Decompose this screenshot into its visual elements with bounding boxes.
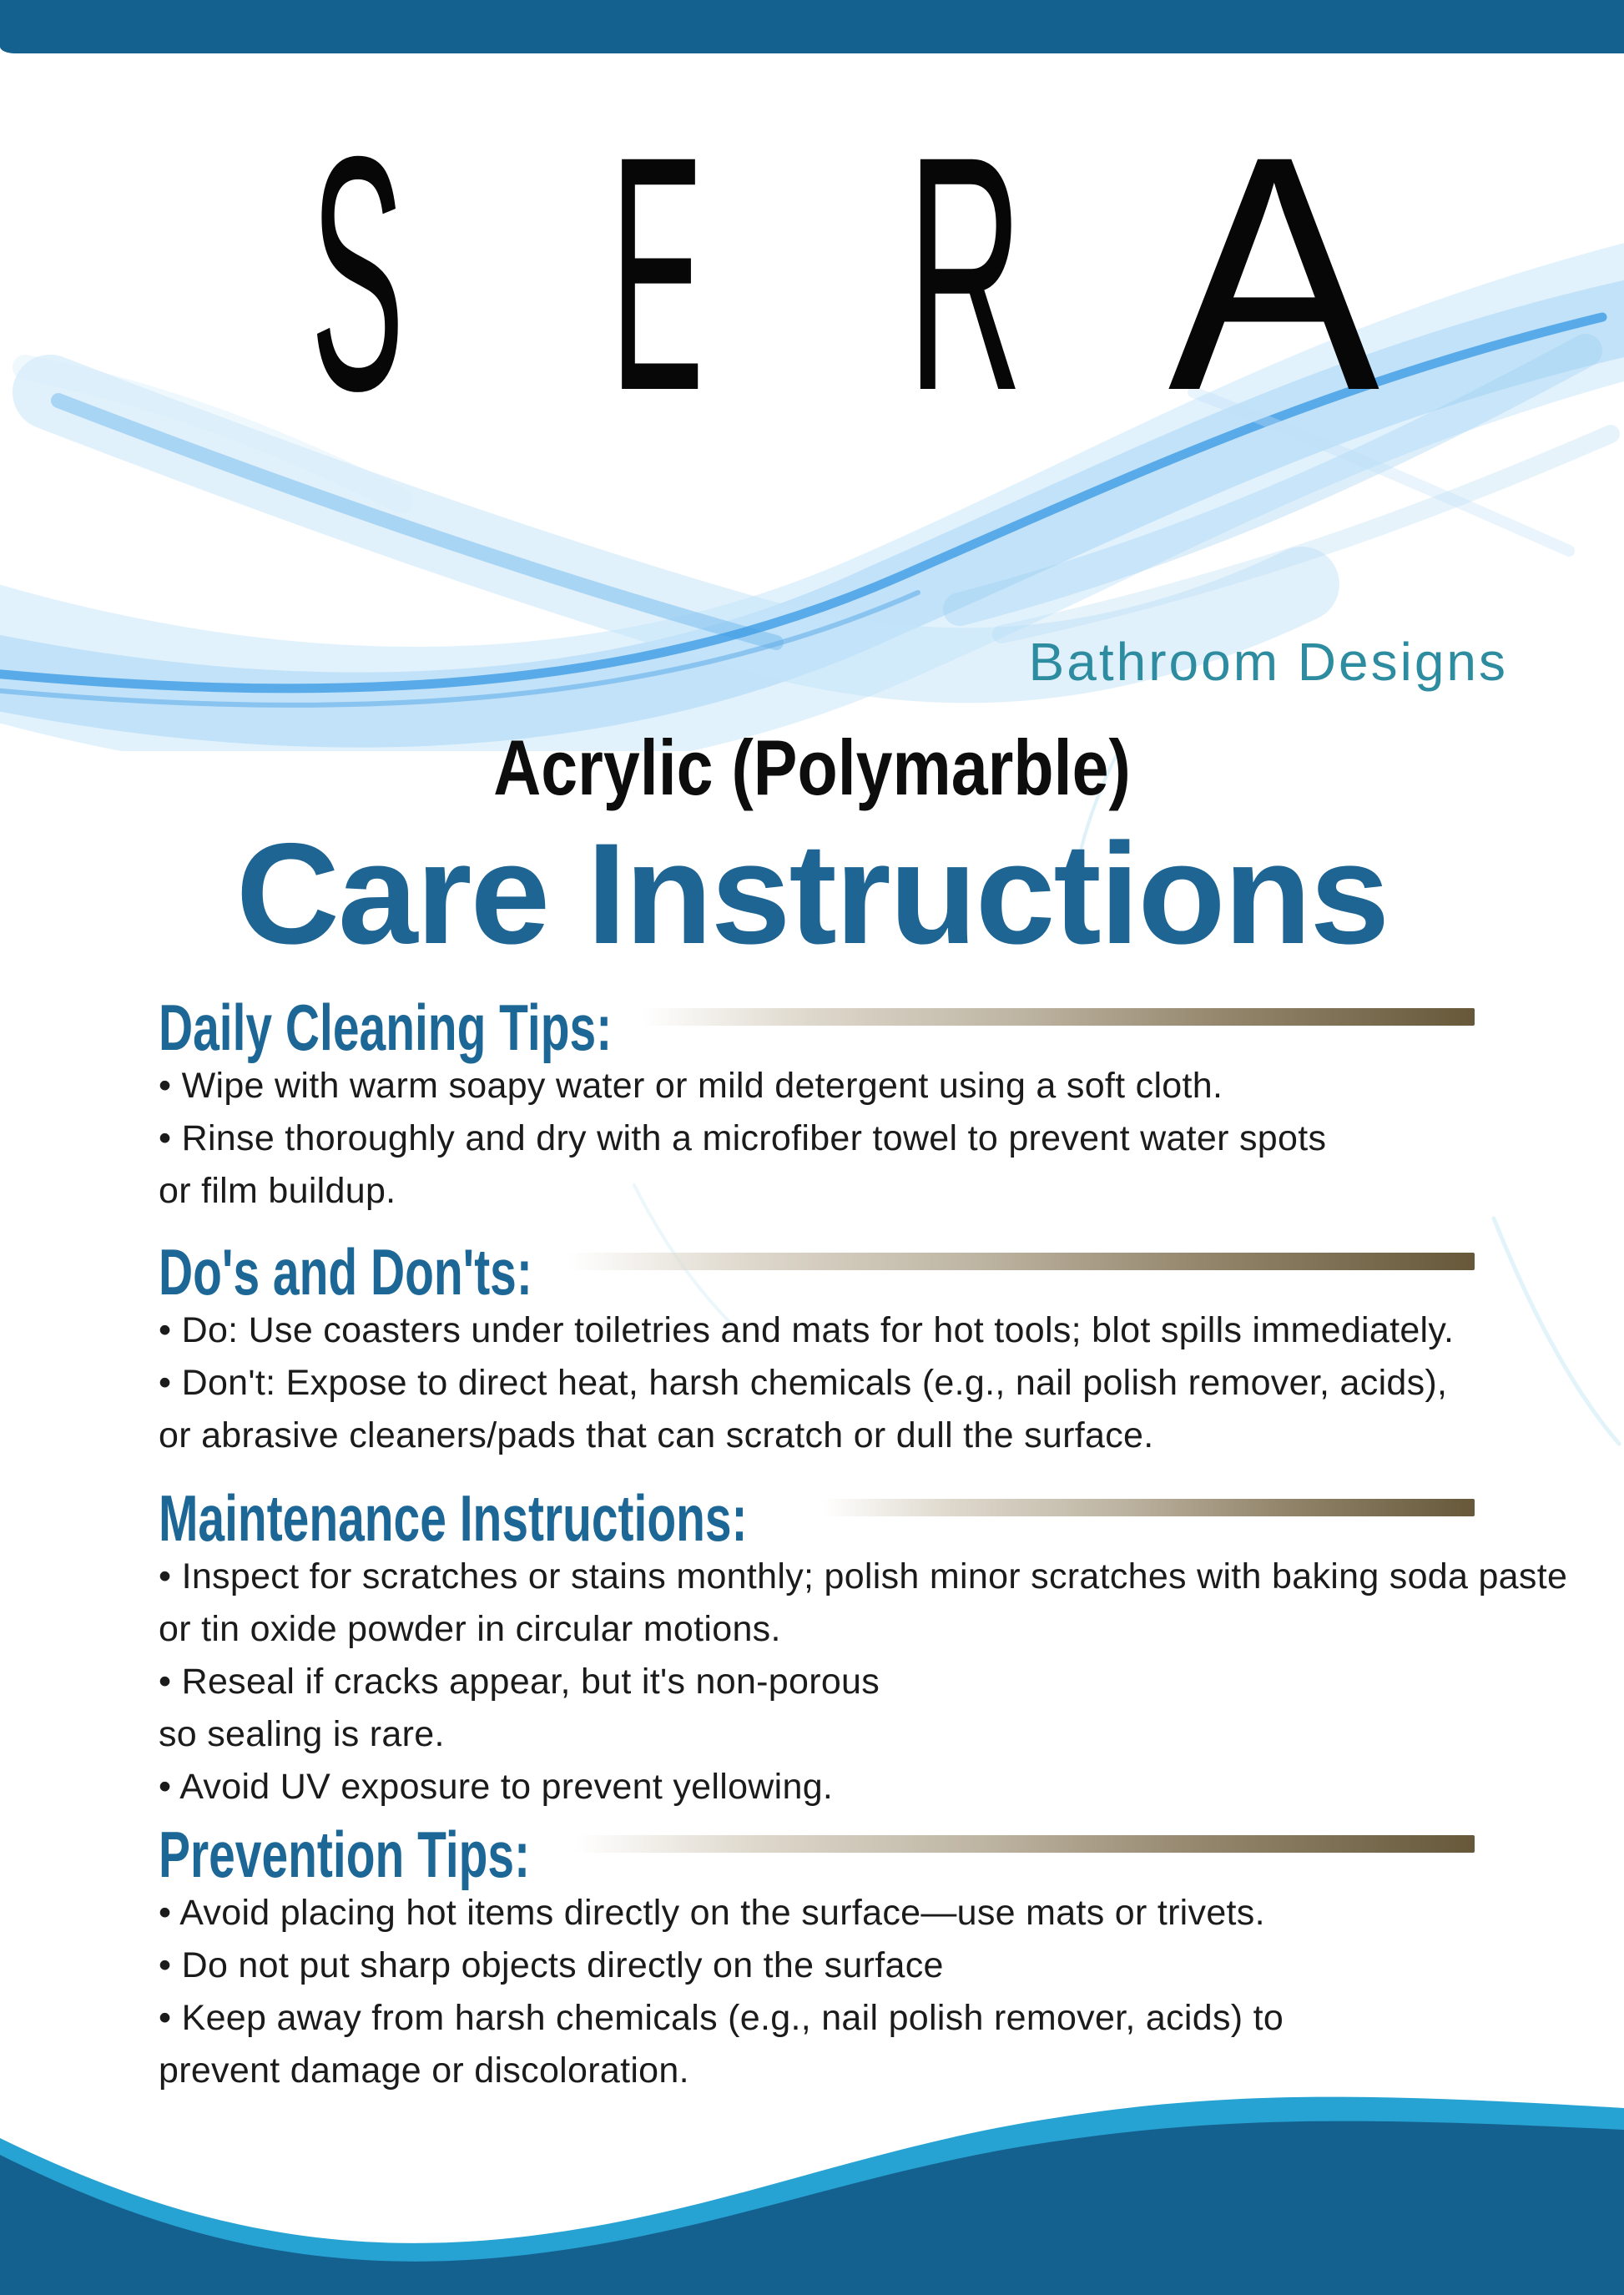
bullet-line: • Do: Use coasters under toiletries and mats for hot tools; blot spills immediately. (159, 1310, 1455, 1350)
section-heading: Maintenance Instructions: (159, 1481, 748, 1555)
bullet-line: • Keep away from harsh chemicals (e.g., nail polish remover, acids) to (159, 1998, 1284, 2038)
footer-wave (0, 2036, 1624, 2295)
page-title: Care Instructions (235, 814, 1389, 974)
section-heading: Daily Cleaning Tips: (159, 991, 613, 1064)
material-subtitle: Acrylic (Polymarble) (493, 724, 1131, 811)
section-heading: Do's and Don'ts: (159, 1235, 532, 1309)
brand-logo (246, 87, 1385, 460)
section-divider-bar (567, 1253, 1475, 1270)
bullet-line: or film buildup. (159, 1171, 396, 1211)
bullet-line: • Don't: Expose to direct heat, harsh chemicals (e.g., nail polish remover, acids), (159, 1363, 1448, 1403)
section-divider-bar (643, 1008, 1475, 1026)
bullet-line: • Inspect for scratches or stains monthly; polish minor scratches with baking soda paste (159, 1556, 1568, 1596)
bullet-line: • Do not put sharp objects directly on the surface (159, 1945, 944, 1985)
top-accent-bar (0, 0, 1624, 53)
bullet-line: • Rinse thoroughly and dry with a microfiber towel to prevent water spots (159, 1118, 1327, 1158)
logo-letter: E (610, 87, 704, 460)
section-bullet-list (159, 1551, 1567, 1813)
bullet-line: • Reseal if cracks appear, but it's non-porous (159, 1662, 880, 1702)
section-divider-bar (576, 1835, 1475, 1853)
bullet-line: • Avoid UV exposure to prevent yellowing. (159, 1767, 834, 1807)
section-bullet-list (159, 1060, 1326, 1218)
section-divider-bar (822, 1499, 1475, 1516)
bullet-line: or abrasive cleaners/pads that can scratch or dull the surface. (159, 1415, 1154, 1455)
bullet-line: or tin oxide powder in circular motions. (159, 1609, 781, 1649)
bullet-line: • Wipe with warm soapy water or mild detergent using a soft cloth. (159, 1066, 1223, 1106)
bullet-line: so sealing is rare. (159, 1714, 445, 1754)
section-heading: Prevention Tips: (159, 1818, 531, 1891)
bullet-line: • Avoid placing hot items directly on the surface—use mats or trivets. (159, 1893, 1265, 1933)
brand-tagline: Bathroom Designs (1028, 632, 1508, 692)
section-bullet-list (159, 1304, 1454, 1462)
logo-letter: S (310, 87, 405, 460)
bullet-line: prevent damage or discoloration. (159, 2050, 689, 2091)
logo-letter: A (1168, 87, 1380, 460)
logo-letter: R (907, 87, 1024, 460)
